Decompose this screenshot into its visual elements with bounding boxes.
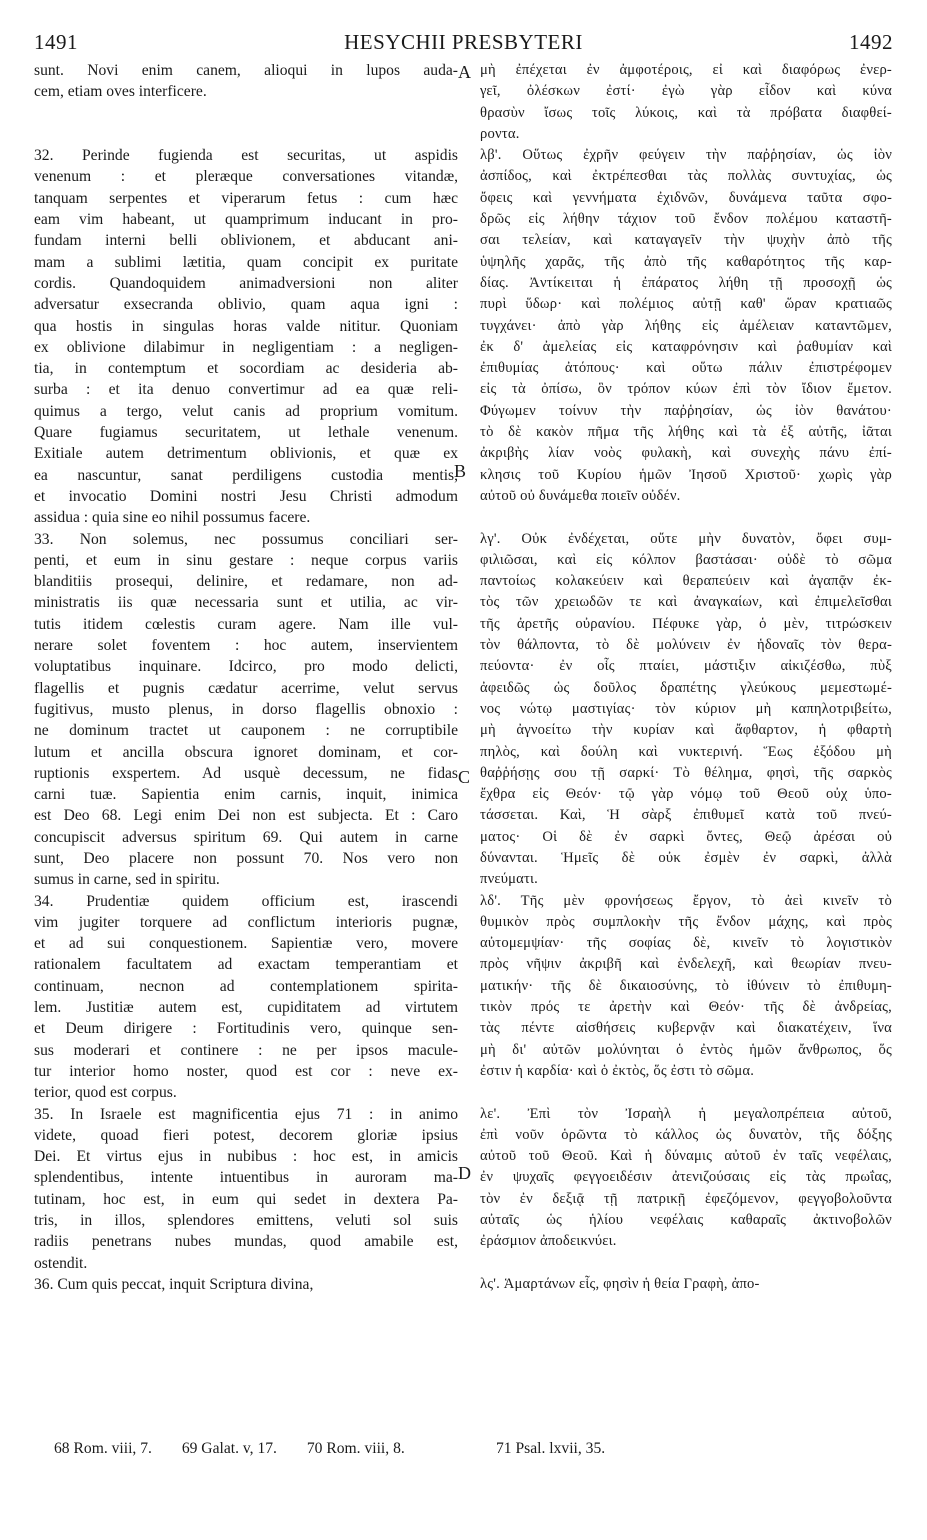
text-line: τὸς τῶν χρειωδῶν τε καὶ ἀναγκαίων, καὶ ἐπιμελεῖσθαι xyxy=(480,594,892,611)
text-line: tris, in illos, splendores emittens, veluti sol suis xyxy=(34,1212,458,1230)
margin-marker-c: C xyxy=(458,767,471,787)
text-line: τὸ δὲ κακὸν πῆμα τῆς λήθης καὶ τὰ ἐξ αὐτῆς, ἰᾶται xyxy=(480,424,892,441)
page-number-right: 1492 xyxy=(849,30,893,54)
text-line: ἐκ δ' ἀμελείας εἰς καταφρόνησιν καὶ ῥαθυμίαν καὶ xyxy=(480,338,892,355)
text-line: ἔχθρα εἰς Θεόν· τῷ γὰρ νόμῳ τοῦ Θεοῦ οὐχ ὑπο- xyxy=(480,786,892,803)
text-line: tutinam, hoc est, in eum qui sedet in dextera Pa- xyxy=(34,1190,458,1208)
text-line: surba : et ita denuo convertimur ad ea quæ reli- xyxy=(34,381,458,399)
text-line: 36. Cum quis peccat, inquit Scriptura divina, xyxy=(34,1275,314,1293)
text-line: ἀφειδῶς ὡς δοῦλος δραπέτης γλεύκους μεμεστωμέ- xyxy=(480,679,892,696)
text-line: ἐπιθυμίας ἀτόπους· καὶ οὕτω πάλιν ἐπιστρέφομεν xyxy=(480,360,892,377)
text-line: θαῤῥήσῃς σου τῇ σαρκί· Τὸ θέλημα, φησὶ, τῆς σαρκὸς xyxy=(480,764,892,781)
text-line: 34. Prudentiæ quidem officium est, irascendi xyxy=(34,892,458,910)
text-line: tutis itidem cœlestis curam agere. Nam ille vul- xyxy=(34,615,458,633)
text-line: λε'. Ἐπὶ τὸν Ἰσραὴλ ἡ μεγαλοπρέπεια αὐτοῦ, xyxy=(480,1105,892,1122)
text-line: blanditiis prosequi, delinire, et redamare, non ad- xyxy=(34,573,458,591)
text-line: lutum et ancilla obscura ignoret dominam, et cor- xyxy=(34,743,458,761)
text-line: venenum : et pleræque conversationes vitandæ, xyxy=(34,168,458,186)
text-line: ministratis iis quæ necessaria sunt et utilia, ac vir- xyxy=(34,594,458,612)
text-line: αὐτομεμψίαν· τῆς σοφίας δὲ, κινεῖν τὸ λογιστικὸν xyxy=(480,935,892,952)
text-line: τικὸν πρός τε ἀρετὴν καὶ Θεόν· τῆς δὲ ἀνδρείας, xyxy=(480,999,892,1016)
text-line: qua hostis in singulas horas valde nititur. Quoniam xyxy=(34,317,458,335)
text-line: λγ'. Οὐκ ἐνδέχεται, οὔτε μὴν δυνατὸν, ὄφει συμ- xyxy=(480,530,892,547)
text-line: sumus in carne, sed in spiritu. xyxy=(34,871,220,889)
text-line: fugitivus, musto plenus, in dorso flagellis obnoxio : xyxy=(34,700,458,718)
text-line: πρὸς νῆψιν ἀκριβῆ καὶ ἐνδελεχῆ, καὶ θεωρίαν πνευ- xyxy=(480,956,892,973)
text-line: ἐπὶ νοῦν ὁρῶντα τὸ κάλλος ὡς δυνατὸν, τῆς δόξης xyxy=(480,1126,892,1143)
text-line: τυγχάνει· ἀπὸ γὰρ λήθης εἰς ἀμέλειαν καταντῶμεν, xyxy=(480,317,892,334)
text-line: Quare fugiamus securitatem, ut lethale venenum. xyxy=(34,424,458,442)
text-line: sunt. Novi enim canem, alioqui in lupos auda- xyxy=(34,62,458,79)
text-line: λβ'. Οὕτως ἐχρῆν φεύγειν τὴν παῤῥησίαν, ὡς ἰὸν xyxy=(480,147,892,164)
text-line: εἰς τὰ ὀπίσω, ὃν τρόπον κύων ἐπὶ τὸν ἴδιον ἔμετον. xyxy=(480,381,892,398)
footnote-71: 71 Psal. lxvii, 35. xyxy=(496,1440,606,1457)
text-line: ruptionis exspertem. Ad usquè decessum, ne fidas xyxy=(34,764,458,782)
text-line: παντοίως κολακεύειν καὶ θεραπεύειν καὶ ἀγαπᾷν ἐκ- xyxy=(480,573,892,590)
text-line: θρασὺν ἴσως τοῖς λύκοις, καὶ τὰ πρόβατα διαφθεί- xyxy=(480,104,892,121)
text-line: tur interior homo noster, quod est cor : neve ex- xyxy=(34,1062,458,1080)
text-line: splendentibus, intente intuentibus in auroram ma- xyxy=(34,1169,458,1187)
text-line: αὐτοῦ οὐ δυνάμεθα ποιεῖν οὐδέν. xyxy=(480,487,681,504)
text-line: fundam interni belli oblivionem, et abducant ani- xyxy=(34,232,458,250)
text-line: Dei. Et virtus ejus in nubibus : hoc est, in amicis xyxy=(34,1148,458,1166)
margin-marker-a: A xyxy=(458,62,471,82)
text-line: λς'. Ἁμαρτάνων εἷς, φησὶν ἡ θεία Γραφὴ, ἀπο- xyxy=(480,1275,760,1292)
text-line: penti, et eum in sinu gestare : neque corpus variis xyxy=(34,551,458,569)
latin-column xyxy=(34,60,458,1295)
text-line: videte, quoad fieri potest, decorem gloriæ ipsius xyxy=(34,1126,458,1144)
footnotes-greek xyxy=(496,1440,605,1458)
text-line: δύνανται. Ἡμεῖς δὲ οὐκ ἐσμὲν ἐν σαρκὶ, ἀλλὰ xyxy=(480,849,892,866)
text-line: ροντα. xyxy=(480,125,520,142)
text-line: φιλιῶσαι, καὶ εἰς κόλπον βαστάσαι· οὐδὲ τὸ σῶμα xyxy=(480,551,892,568)
text-line: ἐστιν ἡ καρδία· καὶ ὁ ἐκτὸς, ὅς ἐστι τὸ σῶμα. xyxy=(480,1062,755,1079)
text-line: δίας. Ἀντίκειται ἡ ἐπάρατος λήθη τῇ προσοχῇ ὡς xyxy=(480,274,892,291)
page-header xyxy=(34,30,893,58)
text-line: Φύγωμεν τοίνυν τὴν παῤῥησίαν, ὡς ἰὸν θανάτου· xyxy=(480,402,892,419)
text-line: ostendit. xyxy=(34,1254,88,1272)
paragraph-gap xyxy=(34,124,458,145)
paragraph-gap xyxy=(480,1082,892,1103)
text-line: ματικήν· τῆς δὲ δικαιοσύνης, τὸ ἰθύνειν τὸ ἐπιθυμη- xyxy=(480,977,892,994)
margin-marker-d: D xyxy=(458,1163,471,1183)
paragraph-gap xyxy=(480,1253,892,1274)
text-line: θυμικὸν πρὸς συμπλοκὴν τῆς ἔνδον μάχης, καὶ πρὸς xyxy=(480,913,892,930)
text-line: ἀσπίδος, καὶ ἐκτρέπεσθαι τὰς πολλὰς συντυχίας, ὡς xyxy=(480,168,892,185)
text-line: sus moderari et continere : ne per ipsos macule- xyxy=(34,1041,458,1059)
footnote-69: 69 Galat. v, 17. xyxy=(181,1440,277,1457)
text-line: vim jugiter torquere ad conflictum interioris pugnæ, xyxy=(34,913,458,931)
text-line: τὸν θάλποντα, τὸ δὲ μολύνειν ἐν ἡδοναῖς τὸν θερα- xyxy=(480,637,892,654)
text-line: ἐράσμιον ἀποδεικνύει. xyxy=(480,1233,617,1250)
text-line: ne dominum tractet ut cauponem : ne corruptibile xyxy=(34,722,458,740)
text-line: μὴ δι' αὐτῶν μολύνηται ὁ ἐντὸς ἡμῶν ἄνθρωπος, ὅς xyxy=(480,1041,892,1058)
greek-column xyxy=(480,60,892,1295)
text-line: Exitiale autem detrimentum oblivionis, et quæ ex xyxy=(34,445,458,463)
text-line: γεῖ, ὀλέσκων ἐστί· ἐγὼ γὰρ εἶδον καὶ κύνα xyxy=(480,83,892,100)
text-line: πεύοντα· ἐν οἷς πταίει, μάστιξιν αἰκιζέσθω, πὺξ xyxy=(480,658,892,675)
text-line: σαι τελείαν, καὶ καταγαγεῖν τὴν ψυχὴν ἀπὸ τῆς xyxy=(480,232,892,249)
page-number-left: 1491 xyxy=(34,30,78,54)
text-line: πνεύματι. xyxy=(480,871,539,888)
text-line: ex oblivione dilabimur in negligentiam : a negligen- xyxy=(34,338,458,356)
text-line: κλησις τοῦ Κυρίου ἡμῶν Ἰησοῦ Χριστοῦ· χωρὶς γὰρ xyxy=(480,466,892,483)
text-line: mam a sublimi lætitia, quam concipit ex puritate xyxy=(34,253,458,271)
text-line: sunt, Deo placere non possunt 70. Nos vero non xyxy=(34,849,458,867)
text-line: terior, quod est corpus. xyxy=(34,1084,177,1102)
text-line: nerare solet foventem : hoc autem, inservientem xyxy=(34,637,458,655)
footnotes-latin xyxy=(54,1440,431,1458)
paragraph-gap xyxy=(34,103,458,124)
text-line: μὴ ἐπέχεται ἐν ἀμφοτέροις, εἰ καὶ διαφόρως ἐνερ- xyxy=(480,62,892,78)
text-line: cordis. Quandoquidem animadversioni non aliter xyxy=(34,274,458,292)
text-line: assidua : quia sine eo nihil possumus facere. xyxy=(34,509,311,527)
text-line: continuam, necnon ad contemplationem spirita- xyxy=(34,977,458,995)
text-line: νος νώτῳ μαστιγίας· τὸν κύριον μὴ καπηλοτριβείτω, xyxy=(480,700,892,717)
text-line: ἀκριβὴς λίαν νοὸς φυλακὴ, καὶ συνεχὴς πάνυ ἐπί- xyxy=(480,445,892,462)
text-line: ματος· Οἱ δὲ ἐν σαρκὶ ὄντες, Θεῷ ἀρέσαι οὐ xyxy=(480,828,892,845)
text-line: concupiscit adversus spiritum 69. Qui autem in carne xyxy=(34,828,458,846)
text-line: cem, etiam oves interficere. xyxy=(34,83,207,101)
text-line: adversatur exsecranda oblivio, quam aqua igni : xyxy=(34,296,458,314)
text-line: tanquam serpentes et viperarum fetus : cum hæc xyxy=(34,189,458,207)
text-line: carni tuæ. Sapientia enim carnis, inquit, inimica xyxy=(34,786,458,804)
text-line: λδ'. Τῆς μὲν φρονήσεως ἔργον, τὸ ἀεὶ κινεῖν τὸ xyxy=(480,892,892,909)
text-line: et ad sui conquestionem. Sapientiæ vero, movere xyxy=(34,935,458,953)
text-line: et invocatio Domini nostri Jesu Christi admodum xyxy=(34,487,458,505)
running-title: HESYCHII PRESBYTERI xyxy=(344,30,583,54)
footnote-70: 70 Rom. viii, 8. xyxy=(306,1440,405,1457)
text-line: lem. Justitiæ autem est, cupiditatem ad virtutem xyxy=(34,999,458,1017)
text-line: ἐν ψυχαῖς φεγγοειδέσιν ἀτενιζούσαις εἰς τὰς πρωΐας, xyxy=(480,1169,892,1186)
text-line: quimus a tergo, velut canis ad proprium vomitum. xyxy=(34,402,458,420)
text-line: eam vim habeant, ut quamprimum inducant in pro- xyxy=(34,211,458,229)
text-line: τάσσεται. Καὶ, Ἡ σὰρξ ἐπιθυμεῖ κατὰ τοῦ πνεύ- xyxy=(480,807,892,824)
footnote-68: 68 Rom. viii, 7. xyxy=(54,1440,152,1457)
text-line: μὴ ἀγνοείτω τὴν κυρίαν καὶ ἄφθαρτον, ἡ φθαρτὴ xyxy=(480,722,892,739)
text-line: πηλὸς, καὶ δούλη καὶ νυκτερινή. Ἕως ἐξόδου μὴ xyxy=(480,743,892,760)
text-line: πυρὶ ὕδωρ· καὶ πολέμιος αὐτῇ καθ' ὥραν κρατιαῶς xyxy=(480,296,892,313)
text-line: τῆς ἀρετῆς οὐρανίου. Πέφυκε γὰρ, ὁ μὲν, τιτρώσκειν xyxy=(480,615,892,632)
text-line: flagellis et pugnis cædatur acerrime, velut servus xyxy=(34,679,458,697)
text-line: τὰς πέντε αἰσθήσεις κυβερνᾷν καὶ διακατέχειν, ἵνα xyxy=(480,1020,892,1037)
text-line: est Deo 68. Legi enim Dei non est subjecta. Et : Caro xyxy=(34,807,458,825)
text-line: αὐταῖς ὡς ἡλίου νεφέλαις καθαραῖς ἀκτινοβολῶν xyxy=(480,1212,892,1229)
text-line: 35. In Israele est magnificentia ejus 71 : in animo xyxy=(34,1105,458,1123)
text-line: ὄφεις καὶ γεννήματα ἐχιδνῶν, δυνάμενα ταῦτα σφο- xyxy=(480,189,892,206)
text-line: δρῶς εἰς λήθην τάχιον τοῦ ἔνδον πολέμου καταστῆ- xyxy=(480,211,892,228)
text-line: ea nascuntur, sanat perdiligens custodia mentis, xyxy=(34,466,458,484)
margin-marker-b: B xyxy=(454,461,467,481)
text-line: rationalem facultatem ad exactam temperantiam et xyxy=(34,956,458,974)
text-line: tia, in contemptum et socordiam ac desideria ab- xyxy=(34,360,458,378)
text-line: τὸν ἐν δεξιᾷ τῇ πατρικῇ ἐφεζόμενον, φεγγοβολοῦντα xyxy=(480,1190,892,1207)
text-line: αὐτοῦ τοῦ Θεοῦ. Καὶ ἡ δύναμις αὐτοῦ ἐν ταῖς νεφέλαις, xyxy=(480,1148,892,1165)
text-line: ὑψηλῆς χαρᾶς, τῆς ἀπὸ τῆς καθαρότητος τῆς καρ- xyxy=(480,253,892,270)
text-line: 33. Non solemus, nec possumus conciliari ser- xyxy=(34,530,458,548)
text-line: 32. Perinde fugienda est securitas, ut aspidis xyxy=(34,147,458,165)
text-line: voluptatibus inquinare. Idcirco, pro modo delicti, xyxy=(34,658,458,676)
text-line: radiis penetrans nubes mundas, quod amabile est, xyxy=(34,1233,458,1251)
text-line: et Deum dirigere : Fortitudinis vero, quinque sen- xyxy=(34,1020,458,1038)
paragraph-gap xyxy=(480,507,892,528)
